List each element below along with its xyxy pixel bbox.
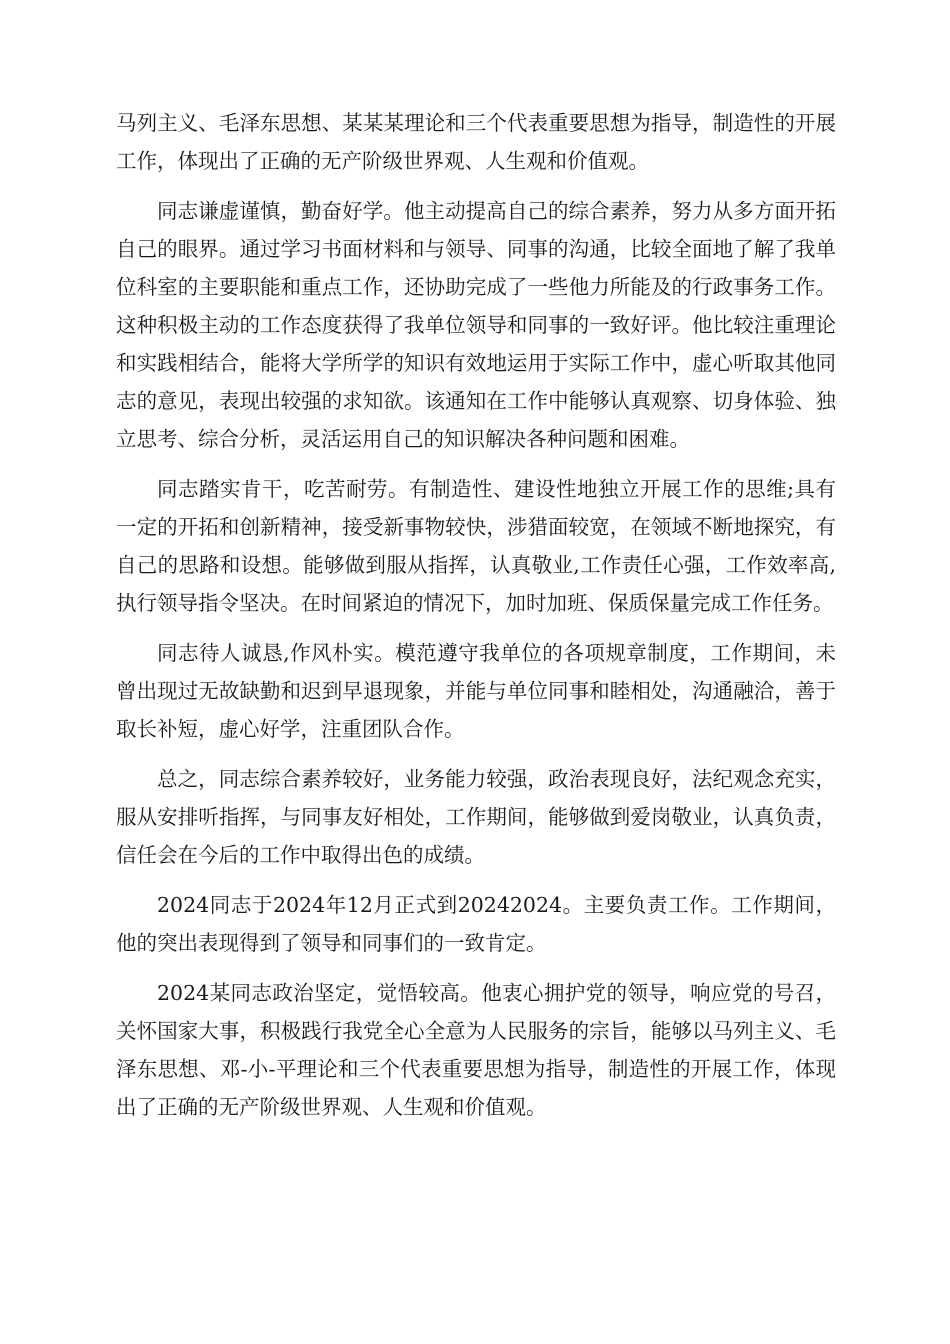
document-body — [116, 104, 836, 1138]
paragraph: 2024同志于2024年12月正式到20242024。主要负责工作。工作期间，他的突出表现得到了领导和同事们的一致肯定。 — [116, 893, 836, 955]
paragraph: 总之，同志综合素养较好，业务能力较强，政治表现良好，法纪观念充实，服从安排听指挥，与同事友好相处，工作期间，能够做到爱岗敬业，认真负责，信任会在今后的工作中取得出色的成绩。 — [116, 767, 836, 867]
paragraph: 同志踏实肯干，吃苦耐劳。有制造性、建设性地独立开展工作的思维;具有一定的开拓和创新精神，接受新事物较快，涉猎面较宽，在领域不断地探究，有自己的思路和设想。能够做到服从指挥，认真敬业,工作责任心强，工作效率高,执行领导指令坚决。在时间紧迫的情况下，加时加班、保质保量完成工作任务。 — [116, 477, 836, 615]
paragraph: 同志待人诚恳,作风朴实。模范遵守我单位的各项规章制度，工作期间，未曾出现过无故缺勤和迟到早退现象，并能与单位同事和睦相处，沟通融洽，善于取长补短，虚心好学，注重团队合作。 — [116, 641, 836, 741]
paragraph: 同志谦虚谨慎，勤奋好学。他主动提高自己的综合素养，努力从多方面开拓自己的眼界。通过学习书面材料和与领导、同事的沟通，比较全面地了解了我单位科室的主要职能和重点工作，还协助完成了一些他力所能及的行政事务工作。这种积极主动的工作态度获得了我单位领导和同事的一致好评。他比较注重理论和实践相结合，能将大学所学的知识有效地运用于实际工作中，虚心听取其他同志的意见，表现出较强的求知欲。该通知在工作中能够认真观察、切身体验、独立思考、综合分析，灵活运用自己的知识解决各种问题和困难。 — [116, 199, 836, 451]
paragraph: 2024某同志政治坚定，觉悟较高。他衷心拥护党的领导，响应党的号召，关怀国家大事，积极践行我党全心全意为人民服务的宗旨，能够以马列主义、毛泽东思想、邓-小-平理论和三个代表重要思想为指导，制造性的开展工作，体现出了正确的无产阶级世界观、人生观和价值观。 — [116, 981, 836, 1119]
paragraph: 马列主义、毛泽东思想、某某某理论和三个代表重要思想为指导，制造性的开展工作，体现出了正确的无产阶级世界观、人生观和价值观。 — [116, 111, 836, 173]
